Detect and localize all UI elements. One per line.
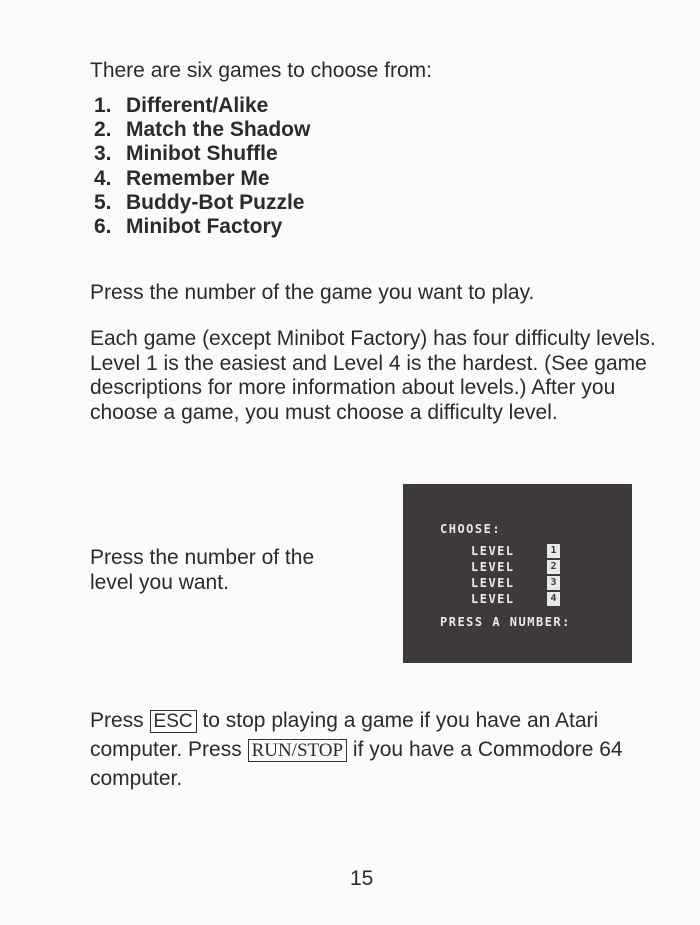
intro-text: There are six games to choose from: [90, 59, 432, 82]
screen-level-label: LEVEL [471, 592, 515, 606]
escape-text-3: if you have a Commodore 64 computer. [90, 738, 623, 790]
screen-level-label: LEVEL [471, 560, 515, 574]
game-list [94, 94, 310, 239]
run-stop-key-label: RUN/STOP [248, 739, 348, 762]
escape-text-2: to stop playing a game if you have an Atari computer. Press [90, 709, 599, 761]
list-item [94, 142, 310, 166]
screen-level-label: LEVEL [471, 544, 515, 558]
screen-level-number: 1 [547, 544, 560, 558]
escape-text-1: Press [90, 709, 144, 732]
game-number: 3. [94, 142, 112, 166]
game-name: Remember Me [126, 166, 270, 190]
level-select-screenshot [403, 484, 632, 663]
game-name: Match the Shadow [126, 118, 311, 142]
screen-level-number: 2 [547, 560, 560, 574]
page-number: 15 [350, 867, 374, 890]
game-number: 1. [94, 94, 112, 117]
list-item [94, 191, 310, 215]
screen-choose-text: CHOOSE: [440, 522, 502, 536]
difficulty-text: Each game (except Minibot Factory) has four difficulty levels. Level 1 is the easiest and Level 4 is the hardest. (See game descriptions for more information about levels.) After you choose a game, you must choose a difficulty level. [90, 327, 656, 424]
esc-key-label: ESC [150, 710, 197, 733]
game-name: Minibot Factory [126, 215, 283, 239]
press-level-text: Press the number of the level you want. [90, 546, 315, 594]
game-name: Different/Alike [126, 94, 269, 117]
game-number: 6. [94, 215, 112, 239]
game-name: Buddy-Bot Puzzle [126, 190, 305, 214]
game-number: 5. [94, 190, 112, 214]
list-item [94, 167, 310, 191]
list-item [94, 215, 310, 239]
escape-instructions [90, 706, 650, 793]
game-number: 4. [94, 166, 112, 190]
game-number: 2. [94, 118, 112, 142]
game-name: Minibot Shuffle [126, 142, 278, 166]
screen-level-label: LEVEL [471, 576, 515, 590]
press-game-text: Press the number of the game you want to play. [90, 281, 535, 304]
screen-level-number: 3 [547, 576, 560, 590]
screen-prompt-text: PRESS A NUMBER: [440, 615, 571, 629]
screen-level-number: 4 [547, 592, 560, 606]
list-item [94, 94, 310, 118]
list-item [94, 118, 310, 142]
